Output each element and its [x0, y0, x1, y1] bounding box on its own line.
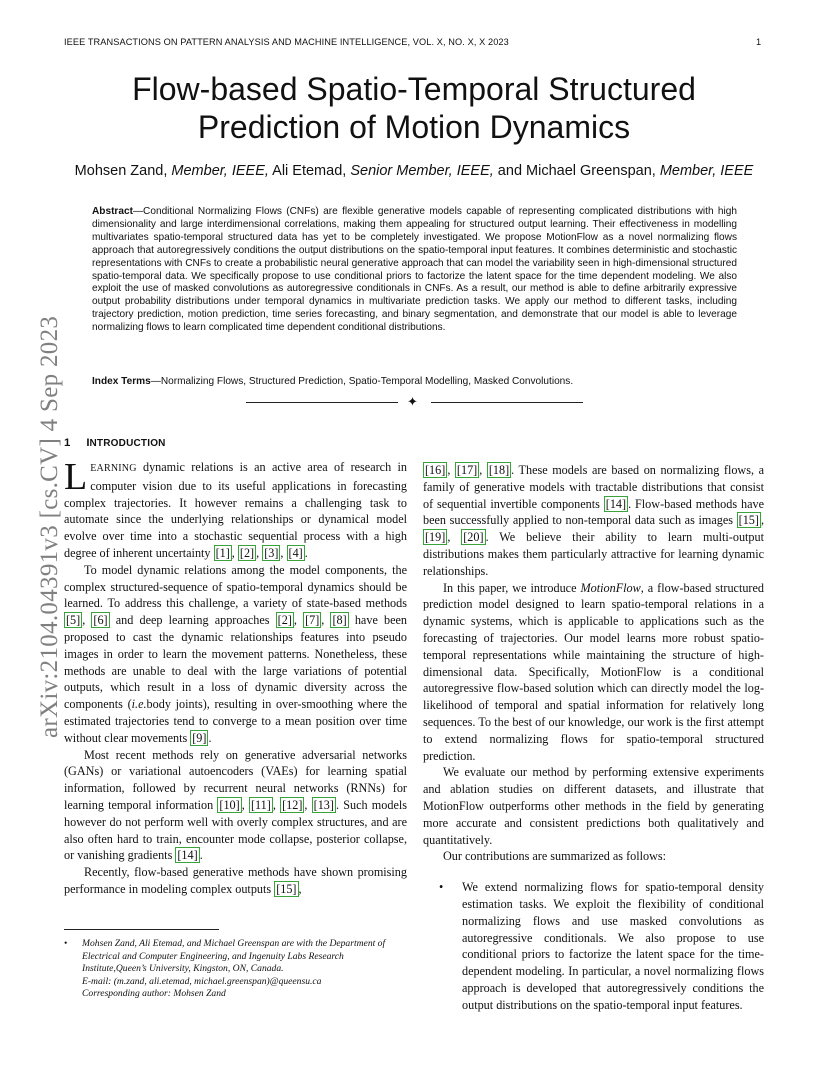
method-name: MotionFlow	[580, 580, 641, 595]
intro-paragraph-6: We evaluate our method by performing extensive experiments and ablation studies on different datasets, and illustrate that MotionFlow outperforms other methods in the field by generating more accurate and consistent predictions both qualitatively and quantitatively.	[423, 765, 764, 847]
separator-rule-right	[431, 402, 583, 403]
paragraph-text: . Such models however do not perform well with overly complex structures, and are also often hard to train, encounter mode collapse, posterior collapse, or vanishing gradients	[64, 797, 407, 863]
citation-link[interactable]: [15]	[738, 513, 759, 528]
punctuation: ,	[447, 530, 462, 545]
paragraph-text: . We believe their ability to learn multi-output distributions makes them particularly attractive for learning dynamic relationships.	[423, 530, 764, 578]
paragraph-text: body joints), resulting in over-smoothing where the estimated trajectories tend to converge to a mean position over time without clear movements	[64, 697, 407, 745]
list-item-text: We extend normalizing flows for spatio-temporal density estimation tasks. We exploit the flexibility of conditional normalizing flows and use masked convolutions as autoregressive conditionals. We also propose to use conditional priors to factorize the latent space for the time-dependent modeling. In particular, a novel normalizing flows approach is developed that autoregressively conditions the output distributions on the spatio-temporal input features.	[462, 880, 764, 1012]
citation-link[interactable]: [7]	[305, 613, 320, 628]
title-line-2: Prediction of Motion Dynamics	[197, 109, 631, 145]
section-heading	[64, 436, 407, 451]
author-3-name: and Michael Greenspan,	[493, 163, 660, 179]
italic-text: i.e.	[131, 697, 147, 712]
punctuation: ,	[298, 881, 302, 896]
punctuation: .	[304, 545, 308, 560]
paragraph-text: Most recent methods rely on generative adversarial networks (GANs) or variational autoencoders (VAEs) for learning spatial information, followed by recurrent neural networks (RNNs) for learning temporal information	[64, 747, 407, 812]
paragraph-text: . Flow-based methods have been successfully applied to non-temporal data such as images	[423, 496, 764, 528]
punctuation: .	[208, 730, 212, 745]
title-line-1: Flow-based Spatio-Temporal Structured	[132, 71, 696, 107]
punctuation: ,	[280, 545, 287, 560]
punctuation: ,	[272, 797, 281, 812]
citation-link[interactable]: [9]	[192, 730, 207, 745]
author-1-role: Member, IEEE,	[171, 163, 269, 179]
citation-link[interactable]: [19]	[425, 530, 446, 545]
author-list	[40, 163, 788, 179]
citation-link[interactable]: [20]	[463, 530, 484, 545]
arxiv-identifier-stamp: arXiv:2104.04391v3 [cs.CV] 4 Sep 2023	[36, 315, 63, 738]
citation-link[interactable]: [10]	[219, 797, 240, 812]
citation-link[interactable]: [2]	[239, 545, 255, 560]
index-terms-text: —Normalizing Flows, Structured Prediction, Spatio-Temporal Modelling, Masked Convolutions.	[150, 376, 574, 387]
citation-link[interactable]: [18]	[488, 463, 510, 477]
punctuation: ,	[760, 513, 764, 528]
footnote-bullet: •	[64, 938, 68, 949]
paragraph-text: and deep learning approaches	[109, 613, 276, 628]
separator-rule-left	[246, 402, 398, 403]
punctuation: ,	[321, 613, 331, 628]
citation-link[interactable]: [6]	[93, 613, 108, 628]
citation-link[interactable]: [13]	[313, 797, 334, 812]
paragraph-text: , a flow-based structured prediction model designed to learn spatio-temporal relations in a dynamic systems, which is applicable to applications such as the forecasting of trajectories. Our model learns more robust spatio-temporal representations while maintaining the structure of high-dimensional data. Specifically, MotionFlow is a conditional autoregressive flow-based solution which can directly model the log-likelihood of temporal and spatial information for relatively long sequences. To the best of our knowledge, our work is the first attempt to extend normalizing flows for spatio-temporal structured prediction.	[423, 580, 764, 763]
intro-paragraph-4	[64, 864, 407, 898]
footnote-rule	[64, 929, 219, 930]
citation-link[interactable]: [17]	[456, 463, 478, 477]
citation-link[interactable]: [1]	[215, 545, 230, 560]
author-2-name: Ali Etemad,	[268, 163, 351, 179]
citation-link[interactable]: [2]	[277, 613, 292, 628]
paragraph-text: In this paper, we introduce	[443, 580, 581, 595]
citation-link[interactable]: [4]	[288, 545, 303, 560]
list-item	[423, 879, 764, 1013]
intro-paragraph-5	[423, 580, 764, 765]
punctuation: .	[199, 848, 203, 863]
citation-link[interactable]: [14]	[605, 496, 627, 511]
paragraph-text: dynamic relations is an active area of research in computer vision due to its useful applications in forecasting complex trajectories. It however remains a challenging task to automate since the underlying relationships or dynamical model evolve over time into a stochastic sequential process with a high degree of inherent uncertainty	[64, 460, 407, 560]
paragraph-text: . These models are based on normalizing flows, a family of generative models with tractable distributions that consist of sequential invertible components	[423, 463, 764, 511]
drop-cap: L	[64, 456, 88, 498]
paragraph-text: have been proposed to cast the dynamic relationships features into pseudo images in order to learn the movement patterns. Nonetheless, these methods are unable to deal with the large variations of potential outputs, which result in a loss of dynamic diversity across the components (	[64, 613, 407, 712]
citation-link[interactable]: [3]	[264, 545, 279, 560]
running-head: IEEE TRANSACTIONS ON PATTERN ANALYSIS AND MACHINE INTELLIGENCE, VOL. X, NO. X, X 2023	[64, 37, 509, 47]
bullet-icon: •	[439, 880, 444, 895]
intro-paragraph-1	[64, 456, 407, 562]
index-terms	[92, 375, 737, 388]
punctuation: ,	[479, 463, 487, 477]
contributions-list	[423, 879, 764, 1013]
punctuation: ,	[304, 797, 312, 812]
citation-link[interactable]: [15]	[276, 881, 297, 896]
abstract-label: Abstract	[92, 206, 133, 217]
intro-paragraph-2	[64, 562, 407, 747]
paragraph-text: To model dynamic relations among the model components, the complex structured-sequence of spatio-temporal dynamics should be learned. To address this challenge, a variety of state-based methods	[64, 562, 407, 611]
footnote-affiliation: Mohsen Zand, Ali Etemad, and Michael Greenspan are with the Department of Electrical and Computer Engineering, and Ingenuity Labs Research Institute,Queen’s University, Kingston, ON, Canada.	[82, 938, 386, 974]
intro-paragraph-7: Our contributions are summarized as follows:	[443, 849, 667, 864]
separator-diamond-icon: ✦	[407, 394, 418, 409]
citation-link[interactable]: [16]	[425, 463, 446, 477]
footnote-corresponding-author: Corresponding author: Mohsen Zand	[82, 988, 226, 999]
author-3-role: Member, IEEE	[659, 163, 754, 179]
citation-link[interactable]: [5]	[66, 613, 81, 628]
lead-word: EARNING	[90, 463, 137, 474]
citation-link[interactable]: [14]	[177, 848, 198, 863]
punctuation: ,	[231, 545, 238, 560]
left-column	[64, 436, 407, 898]
paragraph-text: Recently, flow-based generative methods have shown promising performance in modeling complex outputs	[64, 865, 407, 896]
section-title-rest: NTRODUCTION	[89, 438, 166, 449]
abstract	[92, 206, 737, 335]
punctuation: ,	[82, 613, 92, 628]
author-1-name: Mohsen Zand,	[74, 163, 172, 179]
citation-link[interactable]: [11]	[250, 797, 271, 812]
intro-paragraph-3	[64, 747, 407, 865]
intro-paragraph-4-continued	[423, 462, 764, 580]
punctuation: ,	[447, 463, 455, 477]
punctuation: ,	[256, 545, 263, 560]
footnote	[64, 938, 407, 1001]
author-2-role: Senior Member, IEEE,	[350, 163, 494, 179]
index-terms-label: Index Terms	[92, 376, 151, 387]
right-column	[423, 462, 764, 1014]
citation-link[interactable]: [8]	[332, 613, 347, 628]
punctuation: ,	[293, 613, 304, 628]
paper-title	[64, 70, 764, 146]
page-number: 1	[756, 37, 762, 47]
section-number: 1	[64, 437, 71, 449]
punctuation: ,	[241, 797, 249, 812]
section-title-initial: I	[86, 437, 90, 449]
footnote-email: E-mail: (m.zand, ali.etemad, michael.greenspan)@queensu.ca	[82, 975, 322, 987]
abstract-text: —Conditional Normalizing Flows (CNFs) are flexible generative models capable of representing complicated distributions with high dimensionality and large interdimensional correlations, making them appealing for structured output learning. Their effectiveness in modelling multivariates spatio-temporal structured data has yet to be completely investigated. We propose MotionFlow as a novel normalizing flows approach that autoregressively conditions the output distributions on the spatio-temporal input features. It combines deterministic and stochastic representations with CNFs to create a probabilistic neural generative approach that can model the variability seen in high-dimensional structured spatio-temporal data. We specifically propose to use conditional priors to factorize the latent space for the time dependent modeling. We also exploit the use of masked convolutions as autoregressive conditionals in CNFs. As a result, our method is able to define arbitrarily expressive output probability distributions under temporal dynamics in multivariate prediction tasks. We apply our method to different tasks, including trajectory prediction, motion prediction, time series forecasting, and binary segmentation, and demonstrate that our model is able to leverage normalizing flows to learn complicated time dependent conditional distributions.	[92, 206, 737, 334]
citation-link[interactable]: [12]	[282, 797, 303, 812]
